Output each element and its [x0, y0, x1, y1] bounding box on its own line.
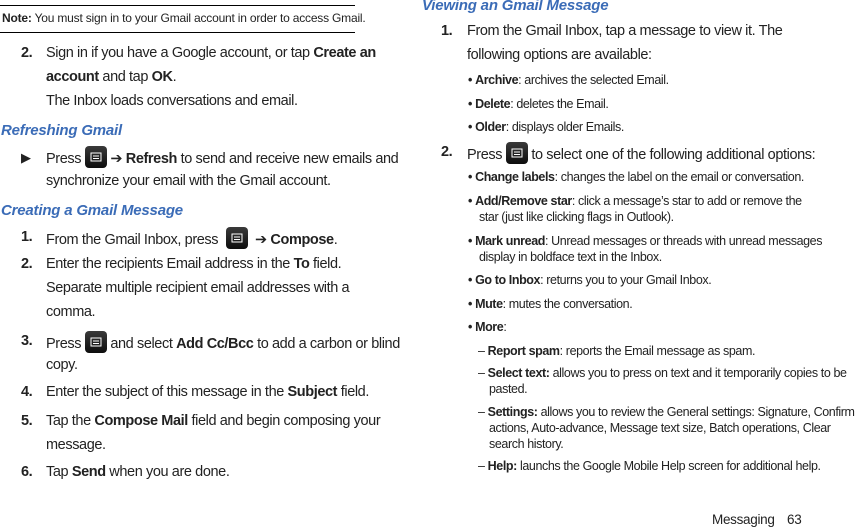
bullet-item-cont: display in boldface text in the Inbox. [479, 250, 662, 264]
bullet-item-cont: star (just like clicking flags in Outlook). [479, 210, 674, 224]
bullet-item: • Mute: mutes the conversation. [468, 297, 633, 311]
step-number: 2. [441, 144, 453, 160]
step-text: Separate multiple recipient email addresses with a [46, 280, 350, 296]
dash-item: – Select text: allows you to press on text and it temporarily copies to be [478, 366, 847, 380]
page-number: 63 [787, 512, 802, 527]
step-number: 4. [21, 384, 33, 400]
step-number: 2. [21, 45, 33, 61]
dash-item-cont: pasted. [489, 382, 528, 396]
bullet-item: • Change labels: changes the label on the email or conversation. [468, 170, 804, 184]
step-number: 5. [21, 413, 33, 429]
step-text: Sign in if you have a Google account, or tap Create an [46, 45, 376, 61]
arrow-bullet: ▶ [21, 150, 31, 165]
dash-item: – Report spam: reports the Email message as spam. [478, 344, 756, 358]
section-heading: Viewing an Gmail Message [422, 0, 609, 14]
note: Note: You must sign in to your Gmail account in order to access Gmail. [2, 11, 366, 25]
footer-section: Messaging [712, 512, 775, 527]
step-text: Enter the subject of this message in the Subject field. [46, 384, 369, 400]
section-heading: Refreshing Gmail [1, 122, 122, 139]
step-number: 2. [21, 256, 33, 272]
step-text: Tap Send when you are done. [46, 464, 230, 480]
step-text: The Inbox loads conversations and email. [46, 93, 298, 109]
bullet-item: • Go to Inbox: returns you to your Gmail Inbox. [468, 273, 712, 287]
step-text: synchronize your email with the Gmail account. [46, 173, 331, 189]
bullet-item: • Archive: archives the selected Email. [468, 73, 669, 87]
step-number: 1. [441, 23, 453, 39]
step-text: comma. [46, 304, 96, 320]
step-text: Enter the recipients Email address in the To field. [46, 256, 342, 272]
step-text: Press and select Add Cc/Bcc to add a carbon or blind [46, 333, 400, 355]
step-text: Press ➔ Refresh to send and receive new emails and [46, 148, 398, 170]
step-text: message. [46, 437, 106, 453]
bullet-item: • Mark unread: Unread messages or threads with unread messages [468, 234, 823, 248]
step-number: 1. [21, 229, 33, 245]
step-text: From the Gmail Inbox, tap a message to view it. The [467, 23, 783, 39]
menu-key-icon [85, 146, 107, 168]
menu-key-icon [226, 227, 248, 249]
step-text: copy. [46, 357, 78, 373]
step-text: Tap the Compose Mail field and begin composing your [46, 413, 381, 429]
step-text: following options are available: [467, 47, 652, 63]
step-number: 3. [21, 333, 33, 349]
note-bottom-rule [0, 32, 355, 33]
step-number: 6. [21, 464, 33, 480]
step-text: account and tap OK. [46, 69, 177, 85]
bullet-item: • Delete: deletes the Email. [468, 97, 609, 111]
bullet-item: • Older: displays older Emails. [468, 120, 624, 134]
dash-item: – Settings: allows you to review the General settings: Signature, Confirm [478, 405, 855, 419]
section-heading: Creating a Gmail Message [1, 202, 183, 219]
menu-key-icon [85, 331, 107, 353]
step-text: Press to select one of the following additional options: [467, 144, 815, 166]
note-top-rule [0, 5, 355, 6]
dash-item: – Help: launchs the Google Mobile Help screen for additional help. [478, 459, 821, 473]
dash-item-cont: search history. [489, 437, 564, 451]
step-text: From the Gmail Inbox, press ➔ Compose. [46, 229, 337, 251]
dash-item-cont: actions, Auto-advance, Message text size, Batch operations, Clear [489, 421, 831, 435]
menu-key-icon [506, 142, 528, 164]
bullet-item: • More: [468, 320, 507, 334]
bullet-item: • Add/Remove star: click a message’s star to add or remove the [468, 194, 802, 208]
